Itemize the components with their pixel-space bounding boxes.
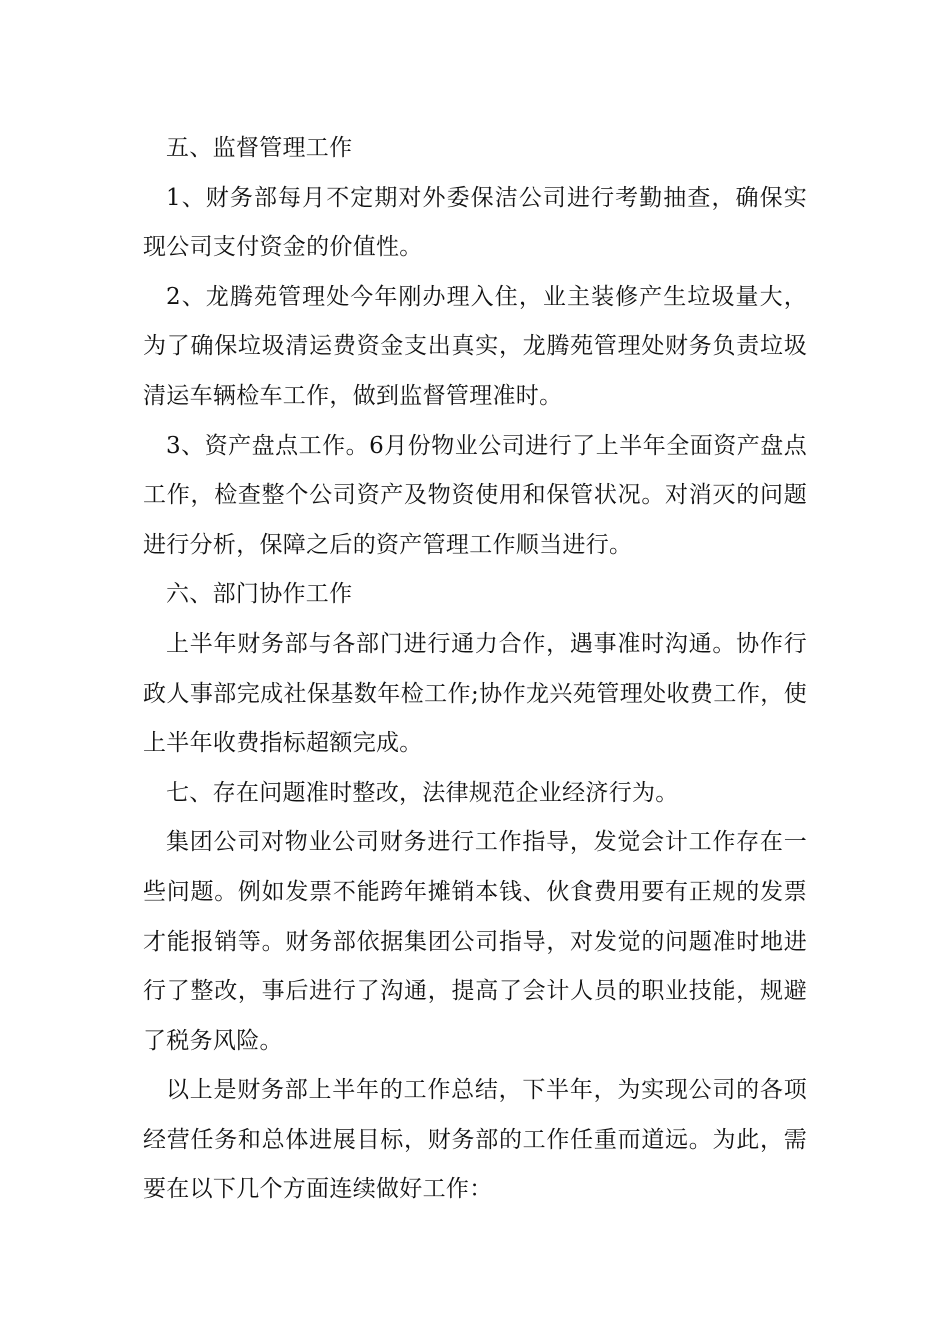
paragraph-cooperation: 上半年财务部与各部门进行通力合作，遇事准时沟通。协作行政人事部完成社保基数年检工作;协作龙兴苑管理处收费工作，使上半年收费指标超额完成。 bbox=[143, 630, 807, 757]
section-heading-cooperation: 六、部门协作工作 bbox=[166, 581, 353, 608]
paragraph-item-1: 1、财务部每月不定期对外委保洁公司进行考勤抽查，确保实现公司支付资金的价值性。 bbox=[143, 184, 807, 261]
section-heading-supervision: 五、监督管理工作 bbox=[166, 135, 353, 161]
paragraph-item-2: 2、龙腾苑管理处今年刚办理入住，业主装修产生垃圾量大，为了确保垃圾清运费资金支出真实，龙腾苑管理处财务负责垃圾清运车辆检车工作，做到监督管理准时。 bbox=[143, 283, 807, 409]
section-heading-rectification: 七、存在问题准时整改，法律规范企业经济行为。 bbox=[166, 779, 679, 806]
paragraph-summary: 以上是财务部上半年的工作总结，下半年，为实现公司的各项经营任务和总体进展目标，财务部的工作任重而道远。为此，需要在以下几个方面连续做好工作： bbox=[143, 1077, 807, 1203]
paragraph-rectification: 集团公司对物业公司财务进行工作指导，发觉会计工作存在一些问题。例如发票不能跨年摊销本钱、伙食费用要有正规的发票才能报销等。财务部依据集团公司指导，对发觉的问题准时地进行了整改，事后进行了沟通，提高了会计人员的职业技能，规避了税务风险。 bbox=[143, 829, 807, 1054]
paragraph-item-3: 3、资产盘点工作。6月份物业公司进行了上半年全面资产盘点工作，检查整个公司资产及物资使用和保管状况。对消灭的问题进行分析，保障之后的资产管理工作顺当进行。 bbox=[143, 432, 807, 558]
document-body bbox=[143, 124, 807, 1215]
